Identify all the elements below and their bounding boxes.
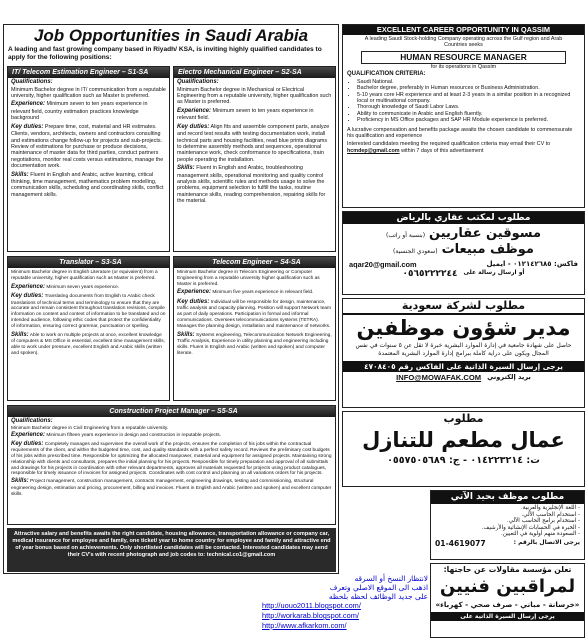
- section-heading: Key duties:: [11, 293, 44, 300]
- ad-intro: A leading and fast growing company based in Riyadh/ KSA, is inviting highly qualified candidates to apply for the following positions:: [8, 46, 322, 61]
- section-heading: Key duties:: [177, 298, 210, 305]
- criteria-list: [347, 79, 580, 124]
- role-title: عمال مطعم للتنازل: [362, 428, 565, 452]
- source-link[interactable]: http://workarab.blogspot.com/: [262, 611, 359, 620]
- duties-text: Individual will be responsible for design, maintenance, traffic analysis and capacity planning. Position will support Network team as part of daily operations. Participation in formal and informal communications. Oversees telecommunications systems (TETRA). Manages the planning design, installation and maintenance of networks.: [177, 299, 332, 329]
- criteria-item: • 5-10 years core HR experience and at least 2-3 years in a similar position in a recognized local or multinational company.: [357, 92, 580, 105]
- skills-text: Systems engineering, Telecommunication Network Engineering, Traffic Analysis, Experience in utility planning and engineering including skills. Fluent in English and Arabic (written and spoken) and computer literate.: [177, 332, 332, 356]
- phone-note: أو ارسال رسالة على: [463, 269, 525, 276]
- section-heading: Key duties:: [11, 123, 44, 130]
- hr-affairs-ad: [342, 298, 585, 408]
- job-title: Electro Mechanical Engineer – S2-SA: [174, 67, 335, 78]
- section-heading: Key duties:: [11, 440, 44, 447]
- requirement-item: - استخدام برامج الحاسب الآلي.: [506, 518, 580, 525]
- role-title: موظف مبيعات: [441, 242, 534, 257]
- requirement-item: - الخبرة في الحسابات الإنشائية والأرشيف.: [481, 524, 580, 531]
- experience-text: Minimum fifteen years experience in design and construction in reputable projects.: [46, 433, 222, 439]
- inspectors-ad: [430, 563, 585, 638]
- restaurant-ad: [342, 411, 585, 487]
- employee-ad: [430, 490, 585, 560]
- requirement-item: - اللغة الإنجليزية والعربية.: [520, 505, 580, 511]
- job-card-s4: [173, 256, 336, 401]
- section-heading: Skills:: [11, 171, 29, 178]
- qualifications-text: Minimum Bachelor degree in Mechanical or Electrical Engineering from a reputable university, higher qualification such as Master is preferred.: [177, 86, 332, 106]
- position-title: HUMAN RESOURCE MANAGER: [361, 51, 566, 64]
- notice-line: على جديد الوظائف لحظه بلحظه: [328, 592, 428, 601]
- phone-numbers: ت: ٠١٤٢٢٣٢١٤ - ج: ٠٥٥٧٥٠٥٦٨٩: [387, 455, 540, 466]
- qualifications-text: Minimum Bachelor degree in English Literature (or equivalent) from a reputable university, higher qualification such as Master is preferred.: [11, 270, 158, 281]
- role-note: (سعودي الجنسية): [393, 248, 438, 255]
- trades: «خرسانة - مباني - صرف صحي - كهرباء»: [435, 600, 580, 609]
- ad-heading: تعلن مؤسسة مقاولات عن حاجتها:: [443, 565, 572, 574]
- duties-text: Prepare time, cost, material and HR estimates. Clients, vendors, architects, owners and contractors consulting and estimations change follow-up for projects and sub-projects. Review of estimations for purchase or produce decisions, maintenance of master data for third parties, conduct partners negotiations, monitor real costs versus estimations, manage the documentation work.: [11, 123, 164, 170]
- experience-text: Minimum seven to ten years experience in relevant field, country estimation practices knowledge background: [11, 101, 148, 122]
- section-heading: Qualifications:: [11, 79, 53, 85]
- criteria-heading: QUALIFICATION CRITERIA:: [347, 71, 426, 78]
- source-link[interactable]: http://uouo2011.blogspot.com/: [262, 601, 361, 610]
- apply-deadline: within 7 days of this advertisement: [401, 147, 484, 154]
- job-title: Construction Project Manager – S5-SA: [8, 406, 335, 417]
- section-heading: Experience:: [11, 283, 46, 290]
- ad-title: Job Opportunities in Saudi Arabia: [33, 26, 309, 45]
- apply-text: Interested candidates meeting the required qualification criteria may email their CV to: [347, 141, 551, 148]
- hr-manager-ad: [342, 24, 585, 208]
- role-title: مسوقين عقاريين: [429, 226, 542, 241]
- qualifications-text: Minimum Bachelor degree in IT/ communication from a reputable university, higher qualification such as Master is preferred.: [11, 86, 166, 99]
- job-card-s5: [7, 405, 336, 525]
- package-text: A lucrative compensation and benefits package awaits the chosen candidate to commensurate his qualification and experience: [347, 126, 573, 139]
- section-heading: Skills:: [11, 478, 29, 485]
- real-estate-ad: [342, 211, 585, 295]
- role-title: لمراقبين فنيين: [439, 576, 576, 597]
- duties-text: Align fits and assemble component parts, analyze and record test results with testing documentation work, install technical parts and housing facilities, read blue prints diagrams to determine assembly methods and sequences, operational maintenance work, check conformance to specifications, train people operating the installation.: [177, 123, 330, 163]
- section-heading: Experience:: [177, 289, 212, 296]
- qualifications-text: Minimum Bachelor degree in Telecom Engineering or Computer Engineering from a reputable university higher qualification such as Master is preferred.: [177, 270, 320, 287]
- apply-email[interactable]: hcmdep@gmail.com: [347, 147, 400, 154]
- criteria-item: • Bachelor degree, preferably in Human resources or Business Administration.: [357, 85, 580, 91]
- requirement-item: - السعودة منهم أولوية في التعيين.: [501, 531, 580, 538]
- benefits-footer: Attractive salary and benefits awaits the right candidate, housing allowance, transportation allowance or company car, medical insurance for employee and family, one ticket/ year to home country for employee and family and attractive end of year bonus based on achievements. Only shortlisted candidates will be contacted. Interested candidates may send their CV's with recent photograph and job codes to: technical.co1@gmail.com: [7, 528, 336, 572]
- job-title: Translator – S3-SA: [8, 257, 169, 268]
- skills-text: Fluent in English and Arabic, troubleshooting management skills, operational monitoring and quality control analysis skills, scientific rules and methods usage to solve the problems, equipment selection to fulfill the tasks, routine maintenance skills, reading comprehension, repairing skills for the material.: [177, 165, 326, 205]
- fax-line: فاكس: ٠١٢١٤٢٦٨٥ - ايميل: [486, 260, 578, 268]
- role-note: (بنسبة أو راتب): [386, 232, 426, 239]
- section-heading: Skills:: [177, 165, 195, 172]
- experience-text: Minimum seven years experience.: [46, 284, 120, 290]
- criteria-item: • Ability to communicate in Arabic and English fluently.: [357, 111, 580, 117]
- call-label: يرجى الاتصال بالرقم :: [513, 538, 580, 546]
- skills-text: Fluent in English and Arabic, active learning, critical thinking, time management, mathematics problem modelling, communication skills, scheduling and coordinating skills, conflict management skills.: [11, 171, 164, 198]
- phone-number: 01-4619077: [435, 538, 486, 548]
- section-heading: Qualifications:: [177, 79, 219, 85]
- section-heading: Qualifications:: [11, 418, 53, 424]
- apply-email[interactable]: INFO@MOWAFAK.COM: [396, 373, 482, 382]
- apply-line: يرجى إرسال السيرة الذاتية على الفاكس رقم ٤٧٠٨٤٠٥: [343, 361, 584, 372]
- notice-line: لانتظار النسخ أو السرقه: [354, 574, 428, 583]
- ad-heading: مطلوب لشركة سعودية: [343, 299, 584, 315]
- duties-text: Completely manages and supervises the overall work of the projects, ensures the completion of his jobs within the contractual requirements of the client, and within the budgeted time, cost, and quality standards with a perfect safety record. Reviews the preliminary cost budgets of his jobs within prescribed time. Responsible for optimizing the allocated manpower, material and equipment for assigned projects. Maintaining strong relationship with clients and consultants, prepares the initial planning for his projects. Responsible for timely preparation and approval of all submittals and drawings for his projects in coordination with other relevant departments, approves all materials requested for projects using product catalogues, responsible for timely issuance of invoices for assigned projects. Coordinates with cost control and planning on all variations orders for his projects.: [11, 441, 332, 477]
- section-heading: Skills:: [11, 331, 29, 338]
- email-label: بريد إلكتروني: [487, 373, 531, 381]
- job-card-s2: [173, 66, 336, 252]
- job-title: IT/ Telecom Estimation Engineer – S1-SA: [8, 67, 169, 78]
- section-heading: Experience:: [177, 107, 212, 114]
- section-heading: Experience:: [11, 101, 46, 108]
- contact-email[interactable]: aqar20@gmail.com: [349, 260, 417, 269]
- job-card-s1: [7, 66, 170, 252]
- experience-text: Minimum seven to ten years experience in relevant field.: [177, 107, 314, 122]
- requirement-item: - استخدام الحاسب الآلي.: [521, 511, 580, 518]
- section-heading: Skills:: [177, 331, 195, 338]
- skills-text: Project management, construction management, contracts management, engineering drawings, testing and commissioning, structural engineering design, estimation and pricing, procurement, billing and invoices. Fluent in English and Arabic (written and spoken) and excellent computer skills.: [11, 479, 332, 497]
- role-title: مدير شؤون موظفين: [356, 316, 571, 340]
- company-desc: A leading Saudi Stock-holding Company operating across the Gulf region and Arab Countries seeks: [364, 36, 563, 49]
- section-heading: Key duties:: [177, 123, 210, 130]
- job-ad-left: [3, 24, 339, 574]
- source-link[interactable]: http://www.afkarkom.com/: [262, 621, 347, 630]
- ad-heading: مطلوب: [443, 412, 484, 425]
- apply-note: يرجى إرسال السيرة الذاتية على: [431, 612, 584, 621]
- phone-number: ٠٥٦٥٢٢٢٢٤٤: [402, 269, 458, 279]
- ad-heading: مطلوب لمكتب عقاري بالرياض: [343, 212, 584, 224]
- role-desc: حاصل على شهادة جامعية في إدارة الموارد البشرية خبرة لا تقل عن ٥ سنوات في نفس المجال ويكون على دراية كاملة ببرامج إدارة الموارد البشرية المعتمدة: [355, 342, 572, 357]
- criteria-item: • Saudi National.: [357, 79, 580, 85]
- qualifications-text: Minimum Bachelor degree in Civil Engineering from a reputable university.: [11, 425, 169, 431]
- section-heading: Experience:: [11, 432, 46, 439]
- source-links: [262, 601, 430, 640]
- skills-text: Able to work on multiple projects at once, excellent knowledge of computers & MS Office is essential, excellent time management skills, able to work under pressure, excellent English and Arabic skills (written and spoken).: [11, 332, 166, 356]
- ad-heading: مطلوب موظف بحيد الآتي: [431, 491, 584, 504]
- ad-banner: EXCELLENT CAREER OPPORTUNITY IN QASSIM: [343, 25, 584, 35]
- position-location: for its operations in Qassim: [430, 63, 497, 70]
- notice-line: اذهب الى الموقع الاصلي وتعرف: [329, 583, 428, 592]
- criteria-item: • Proficiency in MS Office packages and SAP HR Module experience is preferred.: [357, 117, 580, 123]
- experience-text: Minimum five years experience in relevant field.: [212, 290, 314, 296]
- job-card-s3: [7, 256, 170, 401]
- duties-text: Translating documents from English to Arabic check translations of technical terms and terminology to ensure that they are accurate and remain consistent throughout translation revisions, compile information on content and context of information to be translated and on intended audience, following ethic codes that protect the confidentiality of information, ensuring correct grammar, punctuation or spelling.: [11, 294, 166, 329]
- criteria-item: • Thorough knowledge of Saudi Labor Laws.: [357, 104, 580, 110]
- job-title: Telecom Engineer – S4-SA: [174, 257, 335, 268]
